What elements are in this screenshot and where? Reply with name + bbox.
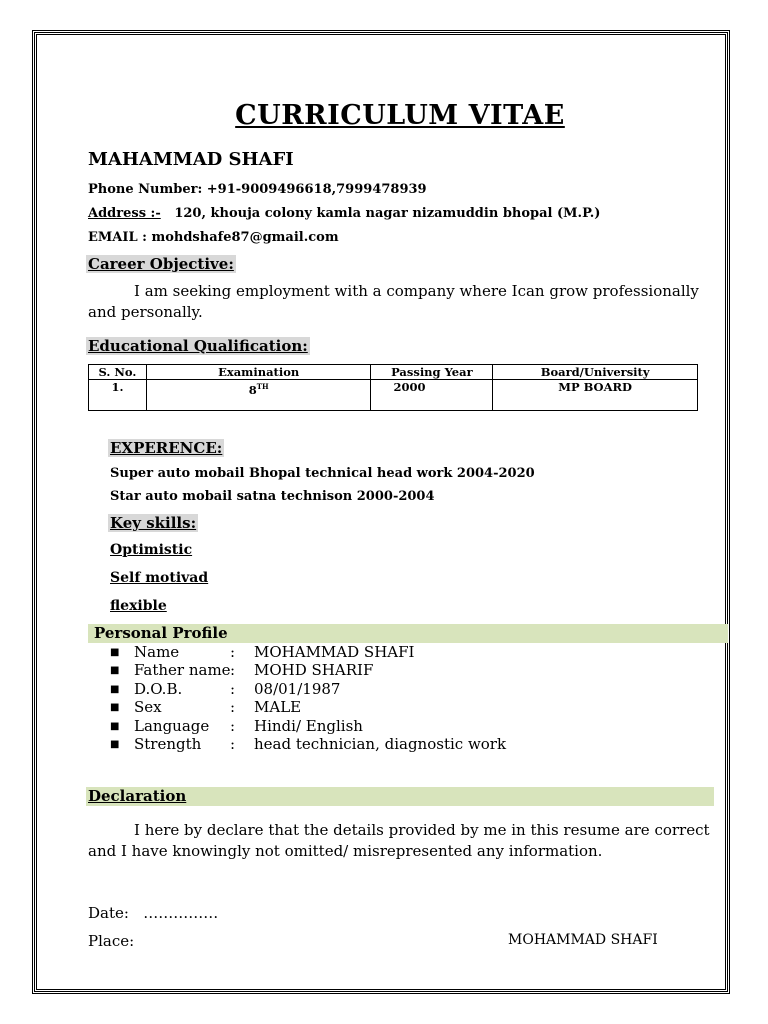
- exam-suffix: TH: [256, 382, 269, 391]
- profile-row-father: ■ Father name: MOHD SHARIF: [110, 661, 374, 679]
- phone-label: Phone Number:: [88, 182, 203, 197]
- address-value: 120, khouja colony kamla nagar nizamuddin bhopal (M.P.): [174, 206, 601, 221]
- phone-line: [88, 182, 427, 197]
- phone-value: +91-9009496618,7999478939: [206, 182, 427, 197]
- bullet-icon: ■: [110, 684, 120, 695]
- career-objective-heading: Career Objective:: [88, 255, 234, 273]
- date-line: [88, 904, 218, 922]
- profile-value: MOHD SHARIF: [254, 661, 374, 679]
- address-label: Address :-: [88, 206, 161, 221]
- profile-row-strength: ■ Strength : head technician, diagnostic work: [110, 735, 507, 753]
- profile-value: Hindi/ English: [254, 717, 363, 735]
- education-heading: Educational Qualification:: [88, 337, 308, 355]
- candidate-name: MAHAMMAD SHAFI: [88, 149, 294, 170]
- bullet-icon: ■: [110, 665, 120, 676]
- cell-board: MP BOARD: [493, 380, 698, 411]
- key-skills-heading: Key skills:: [110, 514, 197, 532]
- skill-item: flexible: [110, 598, 167, 614]
- col-passing-year: Passing Year: [371, 365, 493, 380]
- experience-heading: EXPERENCE:: [110, 439, 223, 457]
- cell-year: 2000: [371, 380, 493, 411]
- email-value: mohdshafe87@gmail.com: [151, 230, 339, 245]
- cell-sno: 1.: [89, 380, 147, 411]
- education-table: [88, 364, 698, 411]
- exam-value: 8: [248, 382, 257, 397]
- address-line: [88, 206, 600, 221]
- signature-name: MOHAMMAD SHAFI: [508, 932, 658, 948]
- experience-item: Super auto mobail Bhopal technical head work 2004-2020: [110, 466, 535, 481]
- experience-item: Star auto mobail satna technison 2000-2004: [110, 489, 435, 504]
- skill-item: Self motivad: [110, 570, 209, 586]
- personal-profile-heading: Personal Profile: [94, 624, 228, 642]
- profile-value: MALE: [254, 698, 302, 716]
- profile-value: 08/01/1987: [254, 680, 341, 698]
- bullet-icon: ■: [110, 702, 120, 713]
- cell-exam: [146, 380, 371, 411]
- profile-row-dob: ■ D.O.B. : 08/01/1987: [110, 680, 341, 698]
- bullet-icon: ■: [110, 647, 120, 658]
- bullet-icon: ■: [110, 721, 120, 732]
- table-row: [89, 380, 698, 411]
- email-line: [88, 230, 339, 245]
- education-table-header: [89, 365, 698, 380]
- declaration-text: I here by declare that the details provided by me in this resume are correct and I have knowingly not omitted/ misrepresented any information.: [88, 821, 710, 860]
- date-label: Date:: [88, 904, 129, 922]
- col-sno: S. No.: [89, 365, 147, 380]
- profile-value: head technician, diagnostic work: [254, 735, 507, 753]
- place-label: Place:: [88, 932, 135, 950]
- email-label: EMAIL :: [88, 230, 147, 245]
- document-title: CURRICULUM VITAE: [235, 100, 565, 131]
- col-examination: Examination: [146, 365, 371, 380]
- profile-row-sex: ■ Sex : MALE: [110, 698, 302, 716]
- profile-value: MOHAMMAD SHAFI: [254, 643, 415, 661]
- profile-row-language: ■ Language : Hindi/ English: [110, 717, 363, 735]
- career-objective-text: I am seeking employment with a company where Ican grow professionally and personally.: [88, 282, 699, 321]
- skill-item: Optimistic: [110, 542, 193, 558]
- profile-row-name: ■ Name : MOHAMMAD SHAFI: [110, 643, 415, 661]
- date-value: ……………: [143, 904, 219, 922]
- col-board: Board/University: [493, 365, 698, 380]
- bullet-icon: ■: [110, 739, 120, 750]
- declaration-heading: Declaration: [88, 787, 187, 805]
